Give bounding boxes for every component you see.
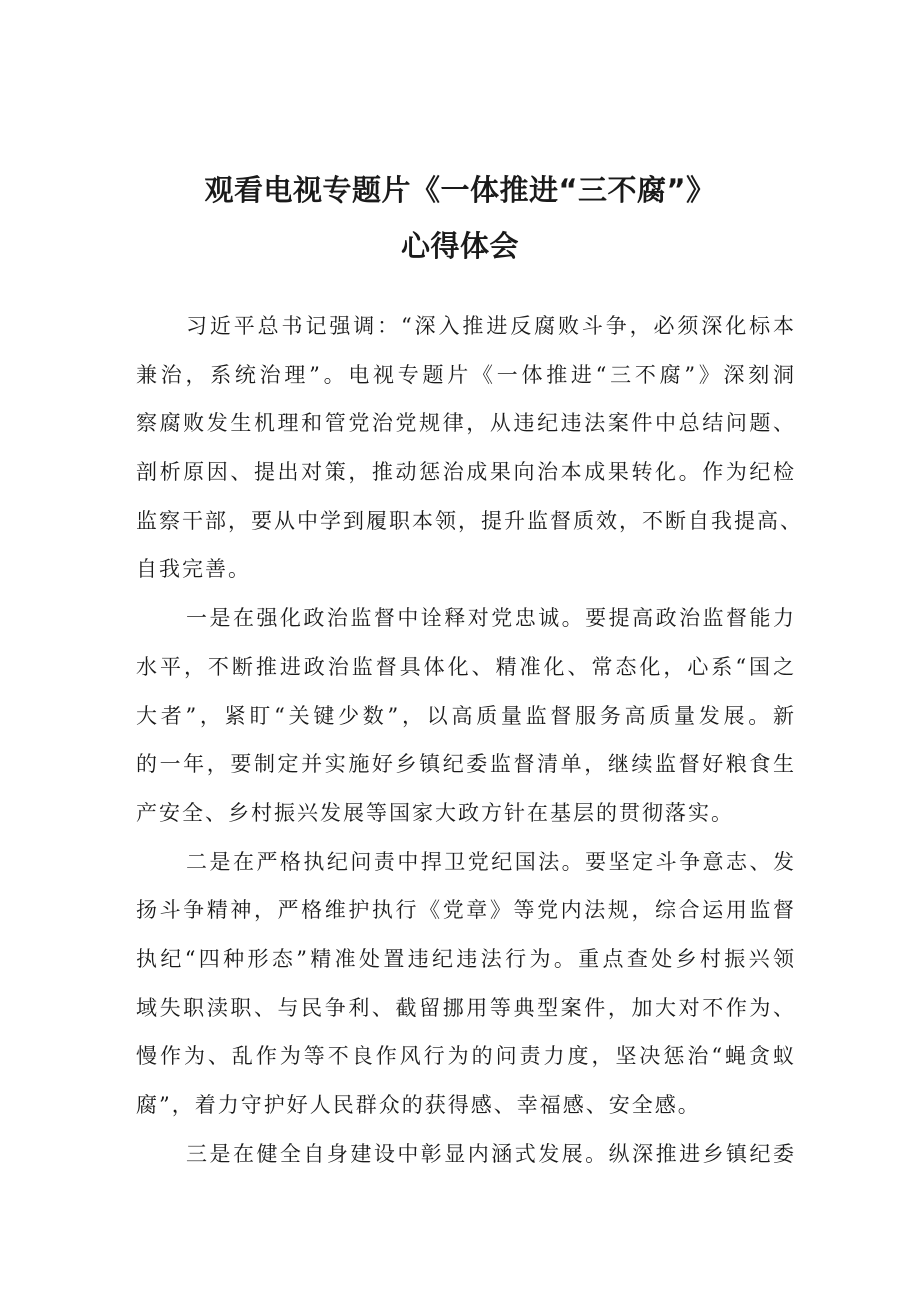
document-title: 观看电视专题片《一体推进“三不腐”》 (204, 173, 716, 207)
text-line: 兼治，系统治理”。电视专题片《一体推进“三不腐”》深刻洞 (136, 362, 796, 387)
text-line: 执纪“四种形态”精准处置违纪违法行为。重点查处乡村振兴领 (136, 946, 796, 971)
text-line: 产安全、乡村振兴发展等国家大政方针在基层的贯彻落实。 (136, 800, 734, 825)
text-line: 三是在健全自身建设中彰显内涵式发展。纵深推进乡镇纪委 (186, 1141, 796, 1166)
text-line: 剖析原因、提出对策，推动惩治成果向治本成果转化。作为纪检 (136, 460, 796, 485)
text-line: 腐”，着力守护好人民群众的获得感、幸福感、安全感。 (136, 1093, 701, 1117)
text-line: 水平，不断推进政治监督具体化、精准化、常态化，心系“国之 (136, 654, 796, 679)
paragraph-1 (136, 302, 803, 594)
text-line: 域失职渎职、与民争利、截留挪用等典型案件，加大对不作为、 (136, 995, 796, 1020)
document-subtitle: 心得体会 (400, 229, 519, 263)
paragraph-4 (136, 1130, 796, 1179)
text-line: 察腐败发生机理和管党治党规律，从违纪违法案件中总结问题、 (136, 411, 796, 436)
paragraph-3 (136, 838, 796, 1130)
text-line: 一是在强化政治监督中诠释对党忠诚。要提高政治监督能力 (186, 606, 796, 631)
text-line: 扬斗争精神，严格维护执行《党章》等党内法规，综合运用监督 (136, 898, 796, 923)
text-line: 的一年，要制定并实施好乡镇纪委监督清单，继续监督好粮食生 (136, 752, 796, 777)
document-body (136, 302, 803, 1178)
paragraph-2 (136, 594, 796, 837)
text-line: 监察干部，要从中学到履职本领，提升监督质效，不断自我提高、 (136, 508, 803, 533)
text-line: 慢作为、乱作为等不良作风行为的问责力度，坚决惩治“蝇贪蚁 (136, 1044, 796, 1069)
text-line: 自我完善。 (136, 557, 251, 582)
text-line: 大者”，紧盯“关键少数”，以高质量监督服务高质量发展。新 (136, 703, 796, 728)
text-line: 习近平总书记强调：“深入推进反腐败斗争，必须深化标本 (186, 314, 796, 338)
text-line: 二是在严格执纪问责中捍卫党纪国法。要坚定斗争意志、发 (186, 849, 796, 874)
